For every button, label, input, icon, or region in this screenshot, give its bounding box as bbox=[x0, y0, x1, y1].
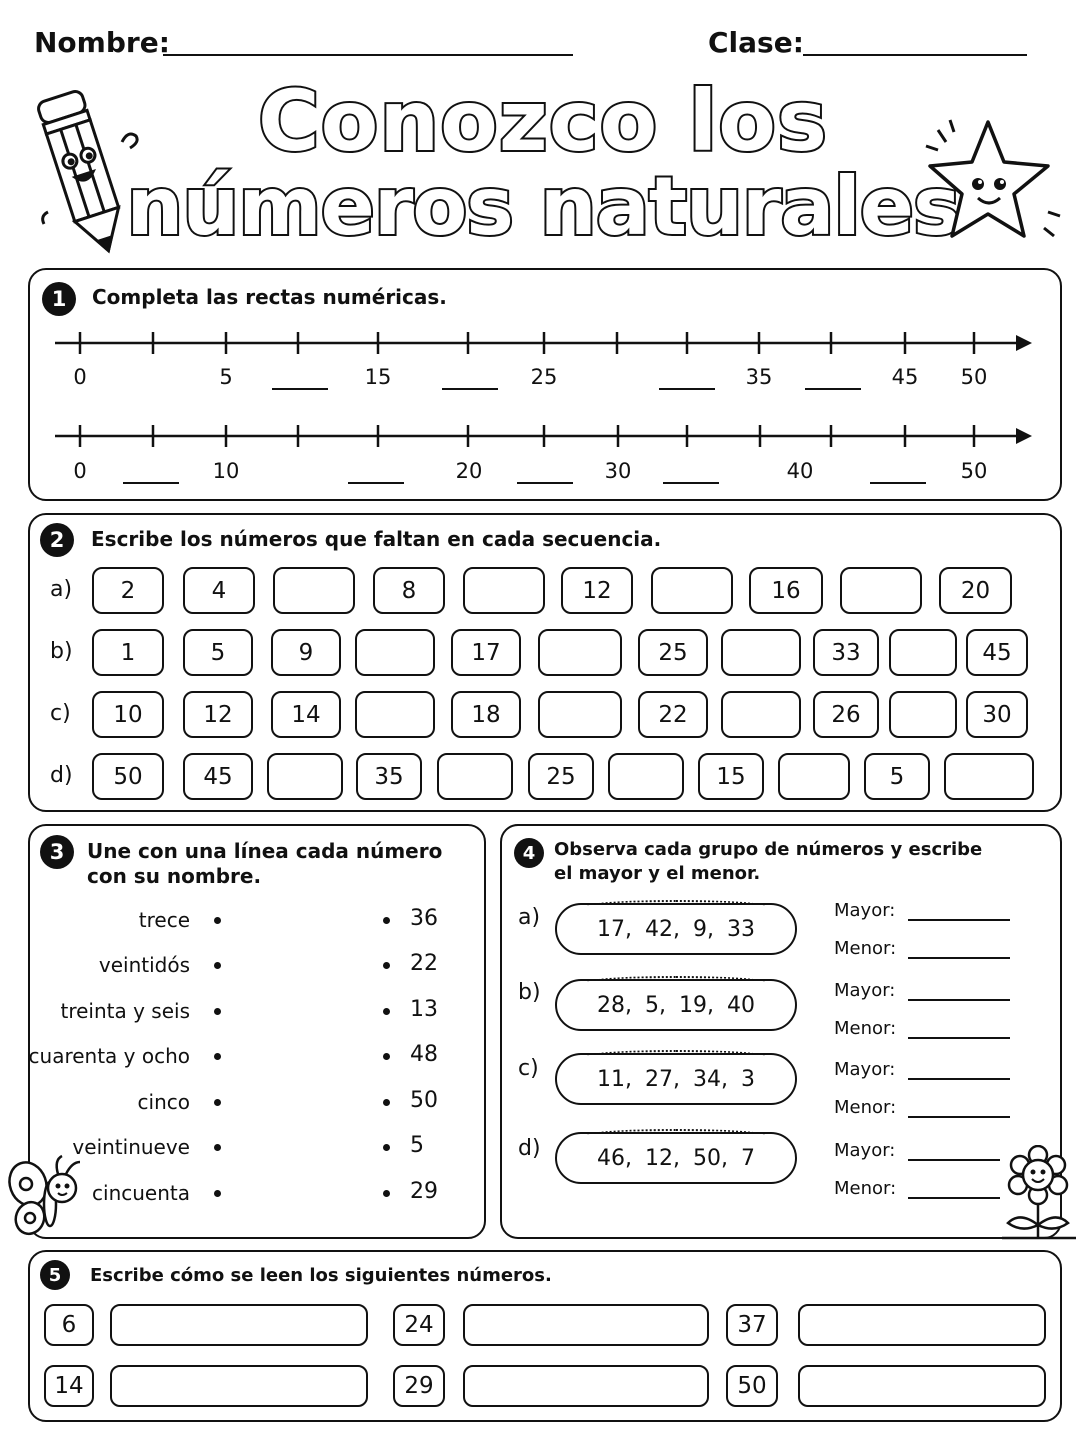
sequence-cell: 14 bbox=[271, 691, 341, 738]
sequence-cell: 10 bbox=[92, 691, 164, 738]
match-dot-right[interactable] bbox=[383, 917, 390, 924]
number-line-2-blank[interactable] bbox=[348, 482, 404, 484]
section-4-instruction-line1: Observa cada grupo de números y escribe bbox=[554, 839, 983, 860]
section-1-instruction: Completa las rectas numéricas. bbox=[92, 285, 447, 309]
sequence-cell-blank[interactable] bbox=[889, 691, 957, 738]
sequence-cell: 15 bbox=[698, 753, 764, 800]
menor-label: Menor: bbox=[834, 938, 897, 959]
section-3-instruction-line2: con su nombre. bbox=[87, 864, 262, 888]
sequence-cell: 22 bbox=[638, 691, 708, 738]
group-letter: d) bbox=[518, 1136, 541, 1161]
number-line-2-blank[interactable] bbox=[517, 482, 573, 484]
number-group-cloud: 28, 5, 19, 40 bbox=[555, 979, 797, 1031]
sequence-cell-blank[interactable] bbox=[538, 691, 622, 738]
number-line-1-blank[interactable] bbox=[442, 388, 498, 390]
number-to-read: 29 bbox=[393, 1365, 445, 1407]
number-to-read: 24 bbox=[393, 1304, 445, 1346]
name-label: Nombre: bbox=[34, 26, 170, 59]
sequence-cell: 5 bbox=[183, 629, 253, 676]
sequence-cell: 17 bbox=[451, 629, 521, 676]
section-2-instruction: Escribe los números que faltan en cada secuencia. bbox=[91, 527, 662, 551]
number-line-2-label: 50 bbox=[960, 459, 988, 483]
number-to-read: 6 bbox=[44, 1304, 94, 1346]
sequence-cell-blank[interactable] bbox=[463, 567, 545, 614]
mayor-answer[interactable] bbox=[908, 1078, 1010, 1080]
section-4-badge: 4 bbox=[514, 838, 544, 868]
number-group-cloud: 46, 12, 50, 7 bbox=[555, 1132, 797, 1184]
match-dot-left[interactable] bbox=[214, 917, 221, 924]
number-word-answer[interactable] bbox=[110, 1304, 368, 1346]
sequence-cell-blank[interactable] bbox=[437, 753, 513, 800]
sequence-cell-blank[interactable] bbox=[651, 567, 733, 614]
number-to-read: 37 bbox=[726, 1304, 778, 1346]
mayor-answer[interactable] bbox=[908, 919, 1010, 921]
match-dot-right[interactable] bbox=[383, 1008, 390, 1015]
match-dot-left[interactable] bbox=[214, 1144, 221, 1151]
group-letter: b) bbox=[518, 980, 541, 1005]
menor-answer[interactable] bbox=[908, 957, 1010, 959]
match-number: 22 bbox=[410, 951, 438, 976]
sequence-cell: 45 bbox=[183, 753, 253, 800]
sequence-cell: 8 bbox=[373, 567, 445, 614]
menor-answer[interactable] bbox=[908, 1197, 1000, 1199]
number-word: veintinueve bbox=[72, 1135, 190, 1159]
mayor-answer[interactable] bbox=[908, 1159, 1000, 1161]
match-number: 5 bbox=[410, 1133, 424, 1158]
page-title-line1: Conozco los bbox=[257, 72, 828, 170]
menor-answer[interactable] bbox=[908, 1116, 1010, 1118]
section-3-instruction-line1: Une con una línea cada número bbox=[87, 839, 443, 863]
sequence-cell-blank[interactable] bbox=[778, 753, 850, 800]
mayor-label: Mayor: bbox=[834, 1059, 896, 1080]
menor-answer[interactable] bbox=[908, 1037, 1010, 1039]
number-word: veintidós bbox=[98, 953, 190, 977]
number-line-1-label: 5 bbox=[219, 365, 233, 389]
mayor-label: Mayor: bbox=[834, 1140, 896, 1161]
number-line-1-label: 45 bbox=[891, 365, 919, 389]
number-line-2-blank[interactable] bbox=[663, 482, 719, 484]
number-line-1-label: 35 bbox=[745, 365, 773, 389]
sequence-cell-blank[interactable] bbox=[608, 753, 684, 800]
number-to-read: 14 bbox=[44, 1365, 94, 1407]
number-group-cloud: 11, 27, 34, 3 bbox=[555, 1053, 797, 1105]
menor-label: Menor: bbox=[834, 1097, 897, 1118]
match-dot-left[interactable] bbox=[214, 962, 221, 969]
sequence-cell: 25 bbox=[638, 629, 708, 676]
section-4-instruction-line2: el mayor y el menor. bbox=[554, 863, 761, 884]
section-3-badge: 3 bbox=[40, 835, 74, 869]
number-line-2-label: 30 bbox=[604, 459, 632, 483]
number-word-answer[interactable] bbox=[110, 1365, 368, 1407]
sequence-cell-blank[interactable] bbox=[721, 629, 801, 676]
section-5-badge: 5 bbox=[40, 1260, 70, 1290]
group-letter: a) bbox=[518, 905, 541, 930]
number-line-2-label: 20 bbox=[455, 459, 483, 483]
group-letter: c) bbox=[518, 1056, 539, 1081]
sequence-cell: 45 bbox=[966, 629, 1028, 676]
number-line-1-label: 0 bbox=[73, 365, 87, 389]
sequence-cell-blank[interactable] bbox=[721, 691, 801, 738]
number-word: cinco bbox=[137, 1090, 190, 1114]
page-title-line2: números naturales bbox=[126, 160, 960, 253]
number-line-1-blank[interactable] bbox=[805, 388, 861, 390]
match-dot-left[interactable] bbox=[214, 1099, 221, 1106]
sequence-cell-blank[interactable] bbox=[840, 567, 922, 614]
sequence-cell: 9 bbox=[271, 629, 341, 676]
sequence-cell-blank[interactable] bbox=[355, 629, 435, 676]
sequence-cell: 1 bbox=[92, 629, 164, 676]
sequence-cell: 16 bbox=[749, 567, 823, 614]
number-line-2-blank[interactable] bbox=[870, 482, 926, 484]
number-line-1-blank[interactable] bbox=[659, 388, 715, 390]
mayor-answer[interactable] bbox=[908, 999, 1010, 1001]
sequence-row-letter: c) bbox=[50, 701, 71, 726]
sequence-cell: 30 bbox=[966, 691, 1028, 738]
sequence-cell-blank[interactable] bbox=[889, 629, 957, 676]
section-2-badge: 2 bbox=[40, 523, 74, 557]
sequence-cell: 12 bbox=[561, 567, 633, 614]
number-word-answer[interactable] bbox=[798, 1304, 1046, 1346]
sequence-cell-blank[interactable] bbox=[355, 691, 435, 738]
match-dot-right[interactable] bbox=[383, 1144, 390, 1151]
number-lines bbox=[0, 0, 1086, 500]
sequence-cell: 50 bbox=[92, 753, 164, 800]
sequence-cell-blank[interactable] bbox=[538, 629, 622, 676]
sequence-cell: 18 bbox=[451, 691, 521, 738]
sequence-cell-blank[interactable] bbox=[267, 753, 343, 800]
sequence-cell: 20 bbox=[939, 567, 1012, 614]
match-dot-left[interactable] bbox=[214, 1053, 221, 1060]
menor-label: Menor: bbox=[834, 1178, 897, 1199]
butterfly-icon bbox=[6, 1150, 86, 1242]
match-dot-right[interactable] bbox=[383, 1053, 390, 1060]
sequence-row-letter: d) bbox=[50, 763, 73, 788]
sequence-cell: 35 bbox=[356, 753, 422, 800]
match-dot-right[interactable] bbox=[383, 1099, 390, 1106]
match-number: 36 bbox=[410, 906, 438, 931]
number-line-2-label: 0 bbox=[73, 459, 87, 483]
number-line-1-label: 50 bbox=[960, 365, 988, 389]
number-word: treinta y seis bbox=[60, 999, 190, 1023]
number-group-cloud: 17, 42, 9, 33 bbox=[555, 903, 797, 955]
section-5-instruction: Escribe cómo se leen los siguientes números. bbox=[90, 1265, 552, 1286]
flower-icon bbox=[998, 1145, 1080, 1243]
sequence-cell: 12 bbox=[183, 691, 253, 738]
sequence-cell: 4 bbox=[183, 567, 255, 614]
sequence-row-letter: b) bbox=[50, 639, 73, 664]
sequence-cell: 5 bbox=[864, 753, 930, 800]
number-word: trece bbox=[138, 908, 190, 932]
class-label: Clase: bbox=[708, 26, 804, 59]
match-number: 29 bbox=[410, 1179, 438, 1204]
number-to-read: 50 bbox=[726, 1365, 778, 1407]
sequence-cell: 25 bbox=[528, 753, 594, 800]
match-dot-left[interactable] bbox=[214, 1008, 221, 1015]
sequence-row-letter: a) bbox=[50, 577, 73, 602]
number-word: cincuenta bbox=[92, 1181, 190, 1205]
number-word-answer[interactable] bbox=[463, 1304, 709, 1346]
match-dot-left[interactable] bbox=[214, 1190, 221, 1197]
sequence-cell-blank[interactable] bbox=[944, 753, 1034, 800]
sequence-cell: 33 bbox=[813, 629, 879, 676]
number-line-1-label: 15 bbox=[364, 365, 392, 389]
match-dot-right[interactable] bbox=[383, 962, 390, 969]
number-word-answer[interactable] bbox=[798, 1365, 1046, 1407]
match-dot-right[interactable] bbox=[383, 1190, 390, 1197]
number-line-1-label: 25 bbox=[530, 365, 558, 389]
match-number: 48 bbox=[410, 1042, 438, 1067]
number-line-2-label: 40 bbox=[786, 459, 814, 483]
match-number: 13 bbox=[410, 997, 438, 1022]
number-word-answer[interactable] bbox=[463, 1365, 709, 1407]
section-1-badge: 1 bbox=[42, 282, 76, 316]
match-number: 50 bbox=[410, 1088, 438, 1113]
number-line-2-label: 10 bbox=[212, 459, 240, 483]
sequence-cell: 26 bbox=[813, 691, 879, 738]
menor-label: Menor: bbox=[834, 1018, 897, 1039]
mayor-label: Mayor: bbox=[834, 900, 896, 921]
mayor-label: Mayor: bbox=[834, 980, 896, 1001]
number-line-1-blank[interactable] bbox=[272, 388, 328, 390]
sequence-cell: 2 bbox=[92, 567, 164, 614]
sequence-cell-blank[interactable] bbox=[273, 567, 355, 614]
number-word: cuarenta y ocho bbox=[28, 1044, 190, 1068]
number-line-2-blank[interactable] bbox=[123, 482, 179, 484]
